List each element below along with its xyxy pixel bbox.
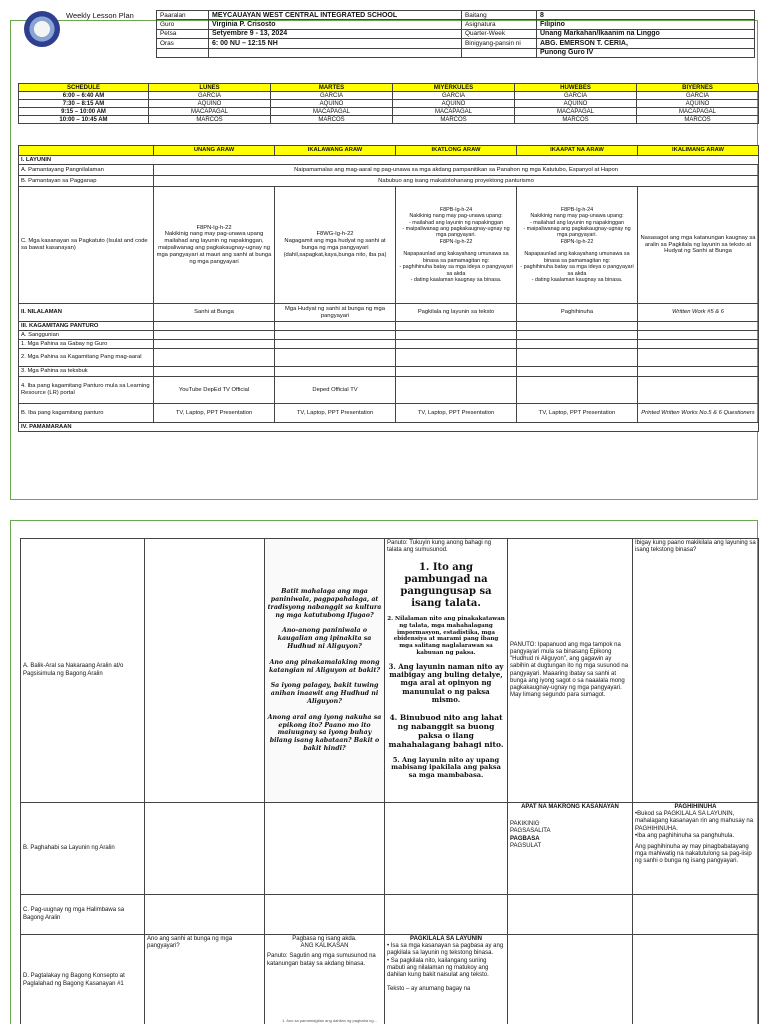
kagamitan-label: III. KAGAMITANG PANTURO: [19, 322, 154, 331]
section-cell: MACAPAGAL: [515, 108, 637, 116]
makro-item: PAGBASA: [510, 835, 540, 842]
quiz-item: 1. Ito ang pambungad na pangungusap sa isang talata.: [400, 562, 492, 610]
schedule-header: BIYERNES: [637, 84, 759, 92]
info-key: Paaralan: [157, 11, 209, 20]
kasanayan-label: C. Mga kasanayan sa Pagkatuto (Isulat and code sa bawat kasanayan): [19, 187, 154, 304]
empty-cell: [633, 895, 759, 935]
empty-cell: [396, 367, 517, 377]
nilalaman-label: II. NILALAMAN: [19, 304, 154, 322]
day-header: UNANG ARAW: [154, 146, 275, 156]
empty-cell: [385, 895, 508, 935]
schedule-header: SCHEDULE: [19, 84, 149, 92]
procedure-table: [20, 538, 759, 1024]
section-cell: GARCIA: [637, 92, 759, 100]
kasanayan-cell: F8PB-Ig-h-24 Nakikinig nang may pag-unawa upang: - mailahad ang layunin ng napakinggan - maipaliwanag ang pagkakaugnay-ugnay ng mga pangyayari. F8PN-Ig-h-22 Napapaunlad ang kakayahang umunawa sa binasa sa pamamagitan ng: - paghihinuha batay sa mga ideya o pangyayari sa akda - dating kaalaman kaugnay sa binasa.: [396, 187, 517, 304]
makro-item: PAKIKINIG: [510, 821, 540, 828]
empty-cell: [396, 340, 517, 349]
makro-cell: [508, 803, 633, 895]
iba-cell: TV, Laptop, PPT Presentation: [517, 404, 638, 423]
lr-cell: YouTube DepEd TV Official: [154, 377, 275, 404]
info-key: Asignatura: [462, 20, 537, 29]
time-cell: 9:15 – 10:00 AM: [19, 108, 149, 116]
info-value: 6: 00 NU – 12:15 NH: [209, 39, 462, 48]
schedule-header: MARTES: [271, 84, 393, 92]
kalikasan-instruction: Panuto: Sagutin ang mga sumusunod na katanungan batay sa akdang binasa.: [267, 953, 376, 967]
section-cell: MACAPAGAL: [637, 108, 759, 116]
iba-cell: Printed Written Works No.5 & 6 Questioners: [638, 404, 759, 423]
day-header: IKALAWANG ARAW: [275, 146, 396, 156]
info-value: Punong Guro IV: [537, 48, 755, 57]
nilalaman-cell: Written Work #5 & 6: [638, 304, 759, 322]
schedule-header: LUNES: [149, 84, 271, 92]
section-cell: MACAPAGAL: [393, 108, 515, 116]
empty-cell: [385, 803, 508, 895]
empty-cell: [517, 367, 638, 377]
section-layunin: I. LAYUNIN: [19, 156, 759, 165]
paghihinuha-heading: PAGHIHINUHA: [674, 804, 717, 810]
kasanayan-cell: Nasasagot ang mga katanungan kaugnay sa aralin sa Pagkilala ng layunin sa teksto at Hudyat ng Sanhi at Bunga: [638, 187, 759, 304]
section-cell: AQUINO: [393, 100, 515, 108]
section-cell: MACAPAGAL: [271, 108, 393, 116]
empty-cell: [145, 803, 265, 895]
empty-cell: [154, 331, 275, 340]
empty-cell: [265, 803, 385, 895]
schedule-table: [18, 83, 759, 124]
info-value: 8: [537, 11, 755, 20]
sanhi-question: Ano ang sanhi at bunga ng mga pangyayari?: [145, 935, 265, 1024]
table-row: [19, 116, 759, 124]
paghihinuha-cell: [633, 803, 759, 895]
table-row: [19, 108, 759, 116]
info-value: Unang Markahan/Ikaanim na Linggo: [537, 29, 755, 38]
schedule-header: HUWEBES: [515, 84, 637, 92]
section-cell: AQUINO: [515, 100, 637, 108]
kalikasan-heading: Pagbasa ng isang akda. ANG KALIKASAN: [292, 936, 357, 950]
empty-cell: [517, 322, 638, 331]
empty-cell: [638, 367, 759, 377]
section-cell: GARCIA: [393, 92, 515, 100]
empty-cell: [517, 331, 638, 340]
paghihinuha-text: Ang paghihinuha ay may pinagbabatayang mga mahiwatig na nakatutulong sa pag-iisip ng sanhi o bunga ng isang pangyayari.: [635, 843, 752, 865]
info-key: Quarter-Week: [462, 29, 537, 38]
recall-question-cell: Ibigay kung paano makikilala ang layuning sa isang tekstong binasa?: [633, 539, 759, 803]
empty-cell: [508, 895, 633, 935]
balik-aral-label: A. Balik-Aral sa Nakaraang Aralin at/o Pagsisimula ng Bagong Aralin: [21, 539, 145, 803]
time-cell: 6:00 – 6:40 AM: [19, 92, 149, 100]
panuto-cell: PANUTO: Ipapanuod ang mga tampok na pangyayari mula sa binasang Epikong "Hudhud ni Aliguyon", ang gagawin ay sabihin at dugtungan ito ng mga susunod na pangyayari. Maaaring ibatay sa sanhi at bunga ang iyong sagot o sa naaalala mong pagkakaugnay-ugnay ng mga pangyayari. May limang segundo para sumagot.: [508, 539, 633, 803]
pagganap-text: Nabubuo ang isang makatotohanang proyektong panturismo: [154, 176, 759, 187]
section-cell: MARCOS: [515, 116, 637, 124]
empty-cell: [154, 367, 275, 377]
quiz-instruction: Panuto: Tukuyin kung anong bahagi ng talata ang sumusunod.: [387, 540, 492, 554]
lr-cell: [638, 377, 759, 404]
layunin-text: • Isa sa mga kasanayan sa pagbasa ay ang pagkilala sa layunin ng tekstong binasa. • Sa pagkilala nito, kailangang suriing mabuti ang nilalaman ng matukoy ang dahilan kung bakit naisulat ang teksto. Teksto – ay anumang bagay na: [387, 943, 504, 993]
info-key: Baitang: [462, 11, 537, 20]
kalikasan-cell: [265, 935, 385, 1024]
makro-item: PAGSASALITA: [510, 828, 551, 835]
section-cell: AQUINO: [149, 100, 271, 108]
empty-cell: [638, 349, 759, 367]
quiz-item: 2. Nilalaman nito ang pinakakatawan ng talata, mga mahahalagang impormasyon, estadistika, mga ebidensiya at marami pang ibang mga salitang naglalarawan sa kabuuan ng paksa.: [387, 616, 505, 656]
info-key: Guro: [157, 20, 209, 29]
kasanayan-cell: F8PN-Ig-h-22 Nakikinig nang may pag-unawa upang mailahad ang layunin ng napakinggan, maipaliwanag ang pagkakaugnay-ugnay ng mga pangyayari at mauri ang sanhi at bunga ng mga pangyayari: [154, 187, 275, 304]
kasanayan-cell: F8WG-Ig-h-22 Nagagamit ang mga hudyat ng sanhi at bunga ng mga pangyayari (dahil,sapagkat,kaya,bunga nito, iba pa): [275, 187, 396, 304]
quiz-item: 5. Ang layunin nito ay upang mabisang ipakilala ang paksa sa mga mambabasa.: [391, 755, 501, 780]
empty-cell: [633, 935, 759, 1024]
sanggunian-label: A. Sanggunian: [19, 331, 154, 340]
iba-cell: TV, Laptop, PPT Presentation: [396, 404, 517, 423]
time-cell: 10:00 – 10:45 AM: [19, 116, 149, 124]
empty-cell: [275, 331, 396, 340]
empty-cell: [638, 322, 759, 331]
info-value: ABG. EMERSON T. CERIA,: [537, 39, 755, 48]
table-row: [19, 92, 759, 100]
empty-cell: [145, 895, 265, 935]
gabay-label: 1. Mga Pahina sa Gabay ng Guro: [19, 340, 154, 349]
section-cell: MARCOS: [637, 116, 759, 124]
iba-cell: TV, Laptop, PPT Presentation: [275, 404, 396, 423]
empty-cell: [638, 340, 759, 349]
iba-cell: TV, Laptop, PPT Presentation: [154, 404, 275, 423]
info-value: Virginia P. Crisosto: [209, 20, 462, 29]
empty-cell: [396, 331, 517, 340]
empty-cell: [265, 895, 385, 935]
paghihinuha-text: •Bukod sa PAGKILALA SA LAYUNIN, mahalagang kasanayan rin ang mahusay na PAGHIHINUHA. •Iba ang paghihinuha sa panghuhula.: [635, 811, 754, 839]
kasanayan-cell: F8PB-Ig-h-24 Nakikinig nang may pag-unawa upang: - mailahad ang layunin ng napakinggan - maipaliwanag ang pagkakaugnay-ugnay ng mga pangyayari. F8PN-Ig-h-22 Napapaunlad ang kakayahang umunawa sa binasa sa pamamagitan ng: - paghihinuha batay sa mga ideya o pangyayari sa akda - dating kaalaman kaugnay sa binasa.: [517, 187, 638, 304]
lr-label: 4. Iba pang kagamitang Panturo mula sa Learning Resource (LR) portal: [19, 377, 154, 404]
day-header: IKALIMANG ARAW: [638, 146, 759, 156]
info-value: Filipino: [537, 20, 755, 29]
empty-cell: [396, 349, 517, 367]
lr-cell: [396, 377, 517, 404]
pamantayan-label: A. Pamantayang Pangnilalaman: [19, 165, 154, 176]
empty-cell: [145, 539, 265, 803]
pag-uugnay-label: C. Pag-uugnay ng mga Halimbawa sa Bagong Aralin: [21, 895, 145, 935]
layunin-cell: [385, 935, 508, 1024]
info-value: [209, 48, 462, 57]
section-cell: AQUINO: [271, 100, 393, 108]
quiz-item: 4. Binubuod nito ang lahat ng nabanggit sa buong paksa o ilang mahahalagang bahagi nito.: [388, 712, 504, 749]
pagganap-label: B. Pamantayan sa Pagganap: [19, 176, 154, 187]
info-value: Setyembre 9 - 13, 2024: [209, 29, 462, 38]
info-key: Oras: [157, 39, 209, 48]
handwritten-questions-image: [265, 539, 385, 803]
empty-cell: [275, 340, 396, 349]
paghahabi-label: B. Paghahabi sa Layunin ng Aralin: [21, 803, 145, 895]
pagtalakay-label: D. Pagtalakay ng Bagong Konsepto at Paglalahad ng Bagong Kasanayan #1: [21, 935, 145, 1024]
kagamitang-pang-label: 2. Mga Pahina sa Kagamitang Pang mag-aaral: [19, 349, 154, 367]
section-cell: AQUINO: [637, 100, 759, 108]
section-cell: MARCOS: [271, 116, 393, 124]
nilalaman-cell: Mga Hudyat ng sanhi at bunga ng mga pangyayari: [275, 304, 396, 322]
section-cell: MARCOS: [393, 116, 515, 124]
page-footer-text: 1. Ano sa pamamagitan ang dahilan ng pagbaba ng...: [282, 1018, 377, 1023]
day-header: IKATLONG ARAW: [396, 146, 517, 156]
empty-cell: [275, 349, 396, 367]
info-key: Petsa: [157, 29, 209, 38]
info-key: [157, 48, 209, 57]
table-row: [19, 100, 759, 108]
makro-heading: APAT NA MAKRONG KASANAYAN: [521, 804, 619, 810]
empty-cell: [517, 340, 638, 349]
section-cell: MACAPAGAL: [149, 108, 271, 116]
info-value: MEYCAUAYAN WEST CENTRAL INTEGRATED SCHOOL: [209, 11, 462, 20]
lesson-plan-table: [18, 145, 759, 432]
section-cell: GARCIA: [271, 92, 393, 100]
empty-cell: [275, 322, 396, 331]
layunin-heading: PAGKILALA SA LAYUNIN: [410, 936, 482, 942]
empty-cell: [396, 322, 517, 331]
empty-cell: [517, 349, 638, 367]
empty-cell: [154, 340, 275, 349]
section-cell: GARCIA: [515, 92, 637, 100]
empty-cell: [508, 935, 633, 1024]
corner-cell: [19, 146, 154, 156]
section-cell: GARCIA: [149, 92, 271, 100]
lr-cell: [517, 377, 638, 404]
nilalaman-cell: Paghihinuha: [517, 304, 638, 322]
schedule-header: MIYERKULES: [393, 84, 515, 92]
quiz-cell: [385, 539, 508, 803]
section-cell: MARCOS: [149, 116, 271, 124]
school-info-table: [156, 10, 755, 58]
lr-cell: Deped Official TV: [275, 377, 396, 404]
pamantayan-text: Naipamamalas ang mag-aaral ng pag-unawa sa mga akdang pampanitikan sa Panahon ng mga Katutubo, Espanyol at Hapon: [154, 165, 759, 176]
teksbuk-label: 3. Mga Pahina sa teksbuk: [19, 367, 154, 377]
nilalaman-cell: Pagkilala ng layunin sa teksto: [396, 304, 517, 322]
empty-cell: [275, 367, 396, 377]
info-key: Binigyang-pansin ni: [462, 39, 537, 48]
empty-cell: [154, 322, 275, 331]
iba-label: B. Iba pang kagamitang panturo: [19, 404, 154, 423]
quiz-item: 3. Ang layunin naman nito ay maibigay ang buling detalye, mga aral at opinyon ng manunulat o ng paksa mismo.: [388, 661, 504, 705]
day-header: IKAAPAT NA ARAW: [517, 146, 638, 156]
school-seal-icon: [24, 11, 60, 47]
section-pamamaraan: IV. PAMAMARAAN: [19, 423, 759, 432]
plan-title: Weekly Lesson Plan: [66, 11, 134, 20]
empty-cell: [638, 331, 759, 340]
nilalaman-cell: Sanhi at Bunga: [154, 304, 275, 322]
empty-cell: [154, 349, 275, 367]
time-cell: 7:30 – 8:15 AM: [19, 100, 149, 108]
info-key: [462, 48, 537, 57]
handwritten-questions: Batit mahalaga ang mga paniniwala, pagpapahalaga, at tradisyong nabanggit sa kultura ng mga katutubong Ifugao? Ano-anong paniniwala o kaugalian ang ipinakita sa Hudhud ni Aliguyon? Ano ang pinakamalaking mong katangian ni Aliguyon at bakit? Sa iyong palagay, bakit tuwing anihan inaawit ang Hudhud ni Aliguyon? Anong aral ang iyong nakuha sa epikong ito? Paano mo ito maiuugnay sa iyong buhay bilang isang kabataan? Bakit o bakit hindi?: [267, 587, 382, 753]
makro-item: PAGSULAT: [510, 842, 542, 849]
